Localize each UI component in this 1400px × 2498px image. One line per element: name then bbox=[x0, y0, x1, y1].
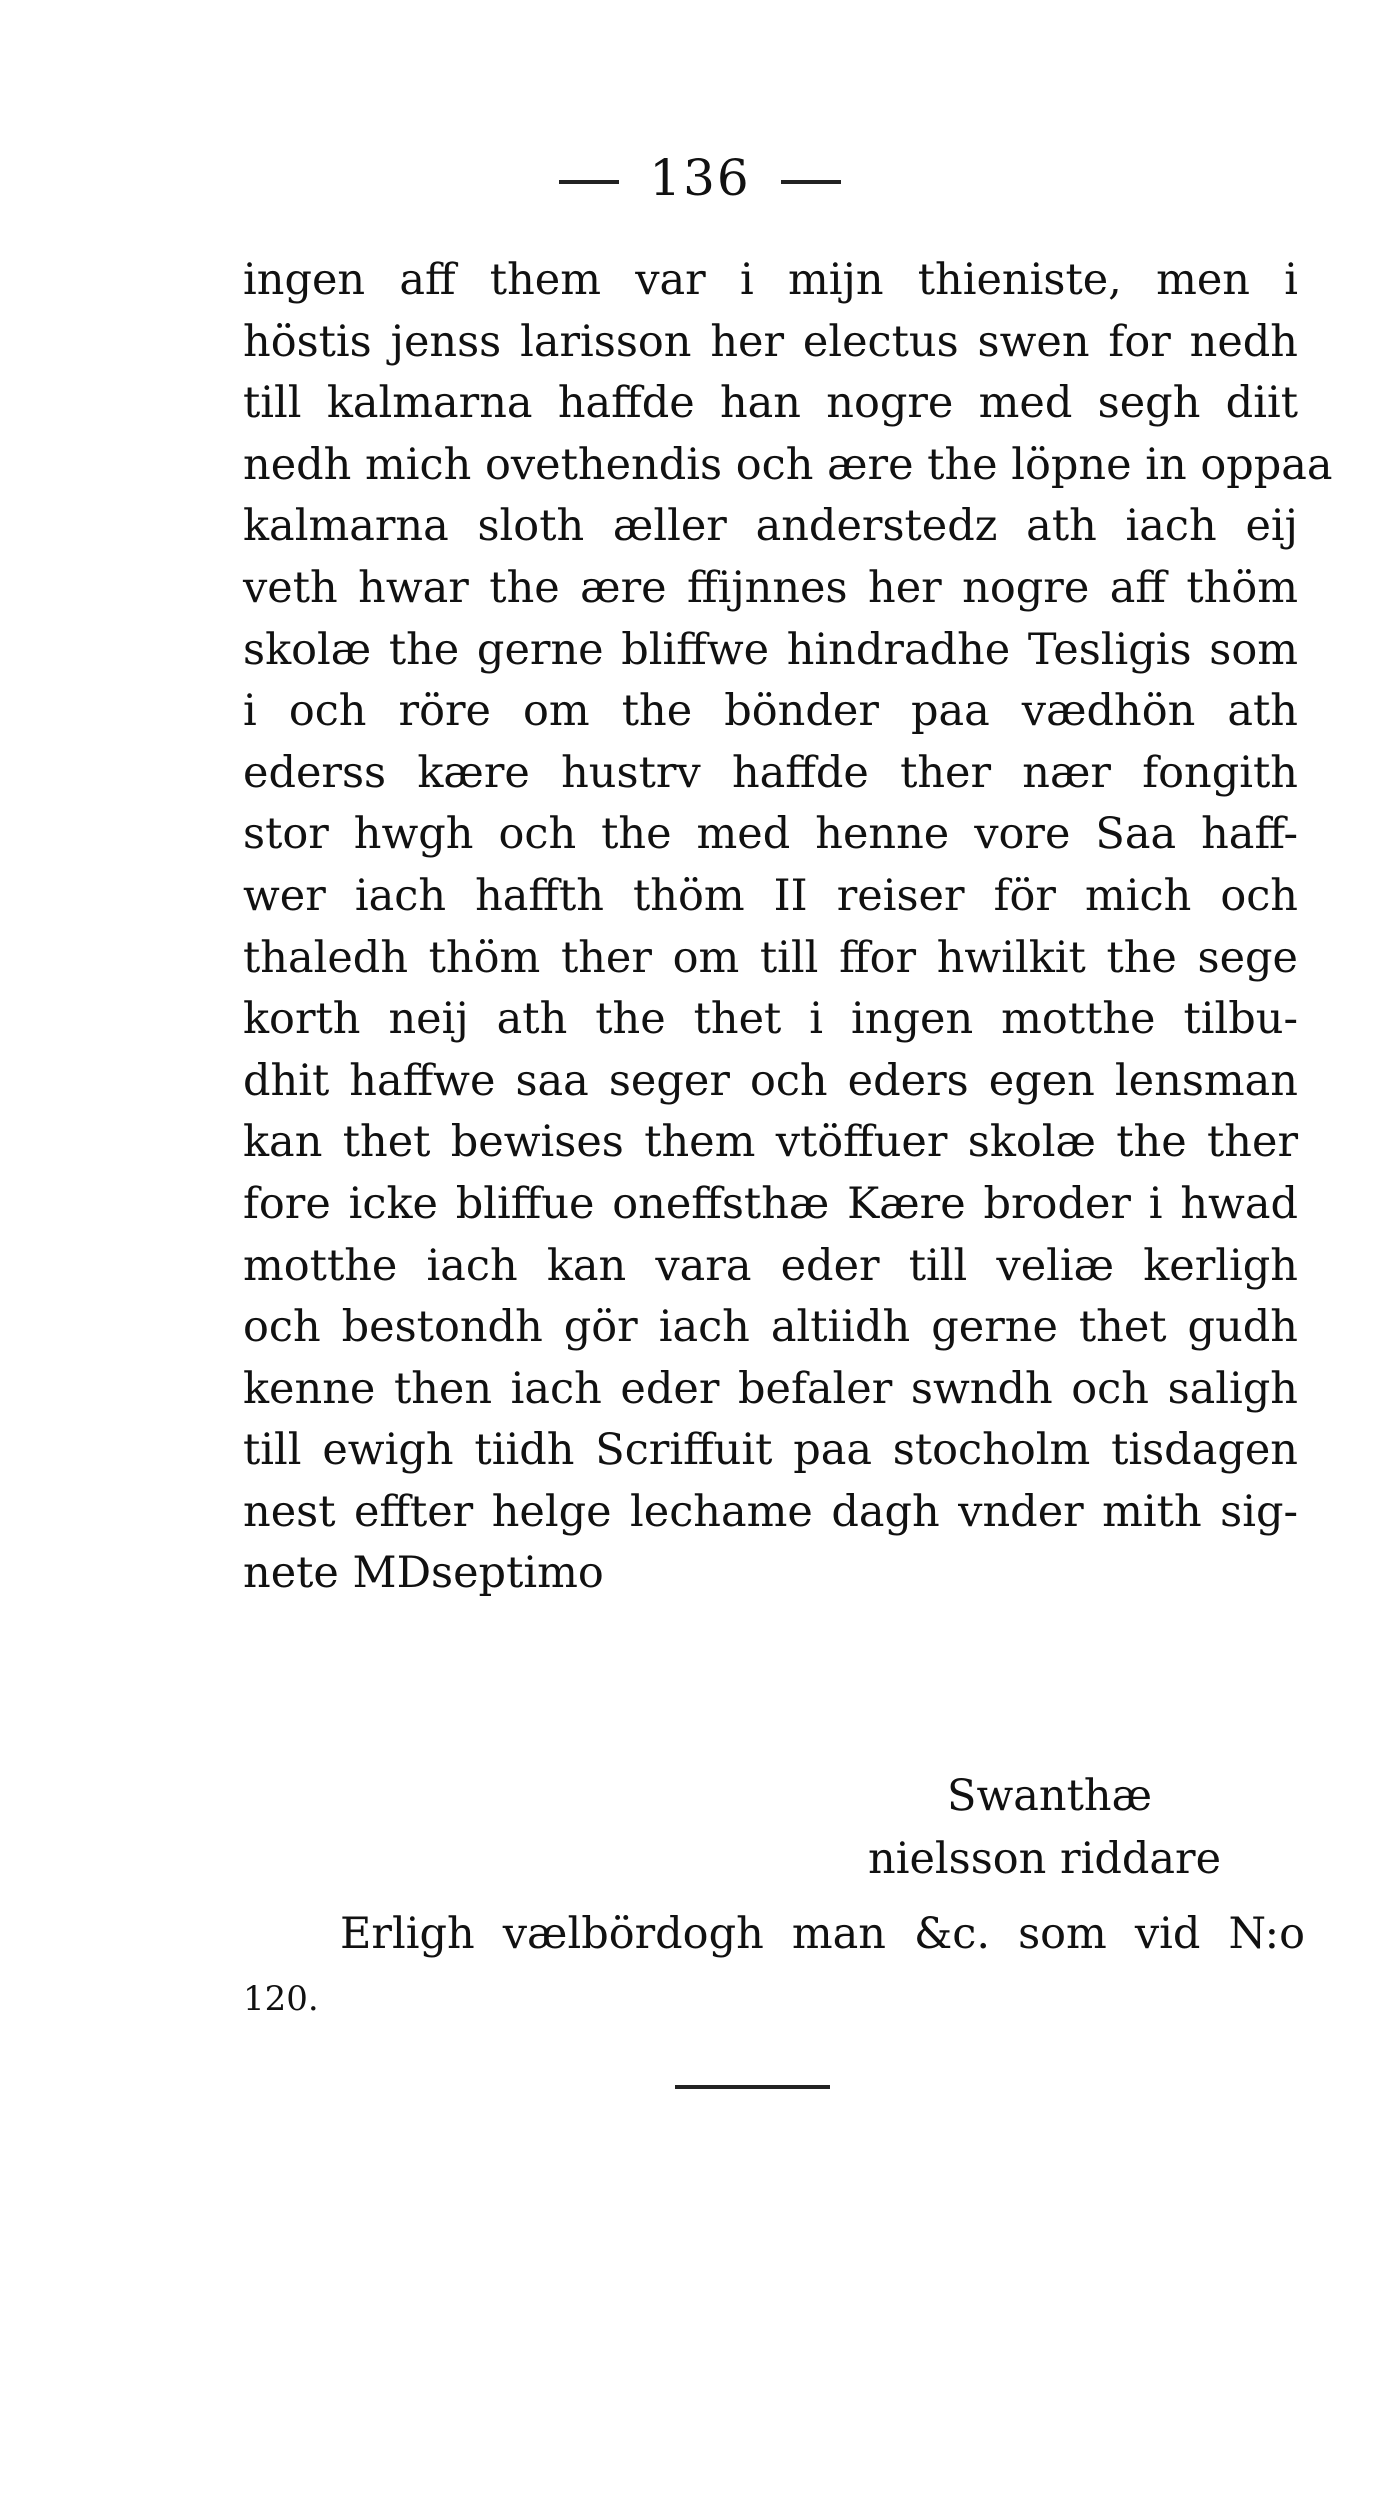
text-line: i och röre om the bönder paa vædhön ath bbox=[243, 686, 1298, 737]
text-line: wer iach haffth thöm II reiser för mich och bbox=[243, 870, 1298, 921]
text-line: fore icke bliffue oneffsthæ Kære broder i hwad bbox=[243, 1178, 1298, 1229]
text-line: kalmarna sloth æller anderstedz ath iach eij bbox=[243, 501, 1298, 552]
text-line: nete MDseptimo bbox=[243, 1548, 604, 1599]
text-line: dhit haffwe saa seger och eders egen lensman bbox=[243, 1055, 1298, 1106]
text-line: kenne then iach eder befaler swndh och saligh bbox=[243, 1363, 1298, 1414]
signature-name: Swanthæ bbox=[947, 1771, 1152, 1821]
address-line: Erligh vælbördogh man &c. som vid N:o bbox=[340, 1909, 1305, 1959]
text-line: thaledh thöm ther om till ffor hwilkit the sege bbox=[243, 932, 1298, 983]
text-line: höstis jenss larisson her electus swen for nedh bbox=[243, 316, 1298, 367]
text-line: korth neij ath the thet i ingen motthe tilbu- bbox=[243, 994, 1298, 1045]
text-line: och bestondh gör iach altiidh gerne thet gudh bbox=[243, 1302, 1298, 1353]
letter-body bbox=[243, 250, 1333, 1605]
text-line: nest effter helge lechame dagh vnder mith sig- bbox=[243, 1486, 1298, 1537]
text-line: nedh mich ovethendis och ære the löpne in oppaa bbox=[243, 439, 1333, 490]
text-line: ederss kære hustrv haffde ther nær fongith bbox=[243, 747, 1298, 798]
reference-number: 120. bbox=[243, 1979, 319, 2019]
text-line: ingen aff them var i mijn thieniste, men i bbox=[243, 255, 1298, 305]
text-line: motthe iach kan vara eder till veliæ kerligh bbox=[243, 1240, 1298, 1291]
text-line: till ewigh tiidh Scriffuit paa stocholm tisdagen bbox=[243, 1425, 1298, 1476]
text-line: veth hwar the ære ffijnnes her nogre aff thöm bbox=[243, 562, 1298, 613]
text-line: kan thet bewises them vtöffuer skolæ the ther bbox=[243, 1117, 1298, 1168]
signature-title: nielsson riddare bbox=[868, 1834, 1222, 1884]
text-line: skolæ the gerne bliffwe hindradhe Tesligis som bbox=[243, 624, 1298, 675]
text-line: till kalmarna haffde han nogre med segh diit bbox=[243, 378, 1298, 429]
header-dash-left bbox=[559, 180, 619, 184]
header-dash-right bbox=[781, 180, 841, 184]
page-header bbox=[0, 148, 1400, 208]
page-number: 136 bbox=[649, 149, 751, 207]
end-rule bbox=[675, 2085, 830, 2089]
text-line: stor hwgh och the med henne vore Saa haff- bbox=[243, 809, 1298, 860]
